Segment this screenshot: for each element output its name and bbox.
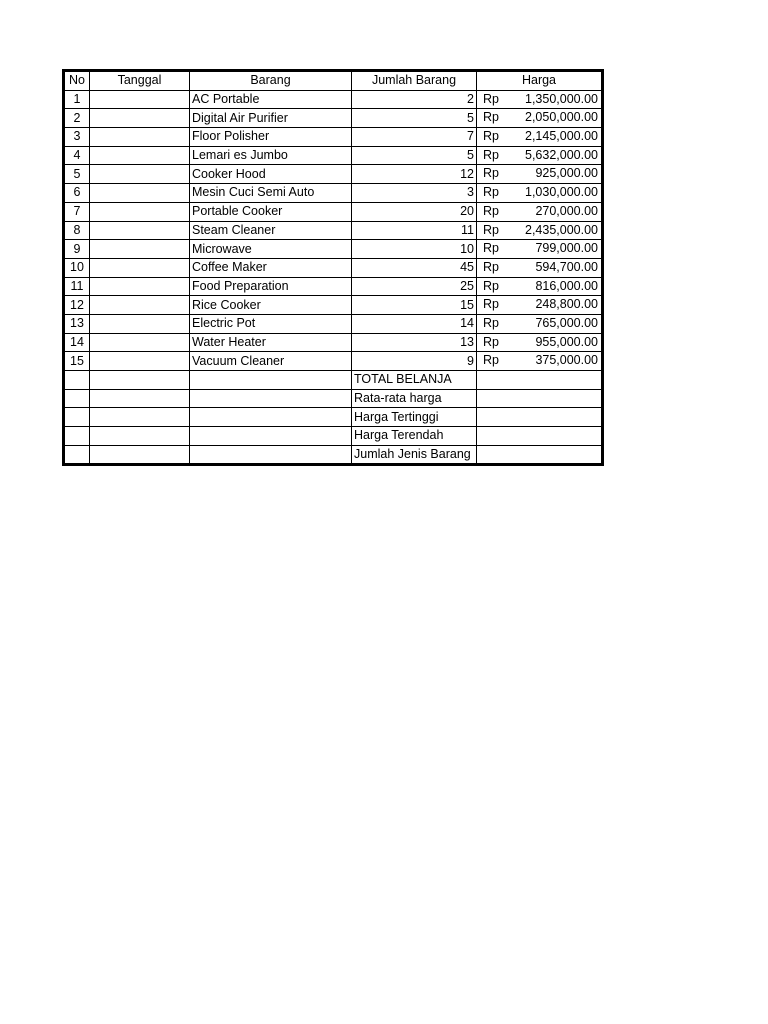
table-row bbox=[64, 240, 603, 259]
cell-barang[interactable]: Cooker Hood bbox=[190, 165, 352, 184]
header-no[interactable]: No bbox=[64, 71, 90, 91]
summary-value[interactable] bbox=[477, 408, 603, 427]
cell-tanggal[interactable] bbox=[90, 427, 190, 446]
cell-tanggal[interactable] bbox=[90, 296, 190, 315]
cell-tanggal[interactable] bbox=[90, 240, 190, 259]
cell-no[interactable] bbox=[64, 389, 90, 408]
cell-barang[interactable]: Water Heater bbox=[190, 333, 352, 352]
cell-harga[interactable] bbox=[477, 277, 603, 296]
cell-tanggal[interactable] bbox=[90, 165, 190, 184]
header-row bbox=[64, 71, 603, 91]
cell-jumlah-barang[interactable]: 25 bbox=[352, 277, 477, 296]
currency-label: Rp bbox=[483, 185, 499, 200]
summary-label[interactable]: TOTAL BELANJA bbox=[352, 371, 477, 390]
summary-label[interactable]: Harga Terendah bbox=[352, 427, 477, 446]
currency-label: Rp bbox=[483, 353, 499, 368]
header-harga[interactable]: Harga bbox=[477, 71, 603, 91]
cell-tanggal[interactable] bbox=[90, 109, 190, 128]
cell-barang[interactable]: Rice Cooker bbox=[190, 296, 352, 315]
cell-harga[interactable] bbox=[477, 352, 603, 371]
cell-harga[interactable] bbox=[477, 314, 603, 333]
cell-no[interactable]: 3 bbox=[64, 128, 90, 147]
table-row bbox=[64, 314, 603, 333]
summary-row bbox=[64, 408, 603, 427]
price-value: 799,000.00 bbox=[535, 241, 598, 256]
cell-jumlah-barang[interactable]: 2 bbox=[352, 90, 477, 109]
cell-barang[interactable]: Vacuum Cleaner bbox=[190, 352, 352, 371]
cell-barang[interactable]: Portable Cooker bbox=[190, 202, 352, 221]
cell-harga[interactable] bbox=[477, 146, 603, 165]
summary-label[interactable]: Harga Tertinggi bbox=[352, 408, 477, 427]
table-row bbox=[64, 258, 603, 277]
price-value: 5,632,000.00 bbox=[525, 147, 598, 162]
price-value: 765,000.00 bbox=[535, 315, 598, 330]
cell-barang[interactable] bbox=[190, 427, 352, 446]
summary-value[interactable] bbox=[477, 445, 603, 465]
cell-no[interactable]: 15 bbox=[64, 352, 90, 371]
cell-jumlah-barang[interactable]: 7 bbox=[352, 128, 477, 147]
cell-harga[interactable] bbox=[477, 221, 603, 240]
cell-tanggal[interactable] bbox=[90, 371, 190, 390]
cell-barang[interactable]: Digital Air Purifier bbox=[190, 109, 352, 128]
cell-barang[interactable]: AC Portable bbox=[190, 90, 352, 109]
table-row bbox=[64, 202, 603, 221]
cell-barang[interactable] bbox=[190, 371, 352, 390]
summary-row bbox=[64, 427, 603, 446]
cell-barang[interactable]: Microwave bbox=[190, 240, 352, 259]
cell-harga[interactable] bbox=[477, 90, 603, 109]
cell-no[interactable]: 14 bbox=[64, 333, 90, 352]
summary-label[interactable]: Jumlah Jenis Barang bbox=[352, 445, 477, 465]
table-row bbox=[64, 109, 603, 128]
header-jumlah-barang[interactable]: Jumlah Barang bbox=[352, 71, 477, 91]
cell-no[interactable]: 5 bbox=[64, 165, 90, 184]
table-row bbox=[64, 221, 603, 240]
currency-label: Rp bbox=[483, 278, 499, 293]
cell-barang[interactable]: Steam Cleaner bbox=[190, 221, 352, 240]
cell-barang[interactable]: Lemari es Jumbo bbox=[190, 146, 352, 165]
table-row bbox=[64, 146, 603, 165]
price-value: 270,000.00 bbox=[535, 203, 598, 218]
currency-label: Rp bbox=[483, 203, 499, 218]
cell-no[interactable]: 1 bbox=[64, 90, 90, 109]
cell-jumlah-barang[interactable]: 14 bbox=[352, 314, 477, 333]
cell-no[interactable]: 8 bbox=[64, 221, 90, 240]
currency-label: Rp bbox=[483, 91, 499, 106]
summary-value[interactable] bbox=[477, 371, 603, 390]
cell-jumlah-barang[interactable]: 11 bbox=[352, 221, 477, 240]
cell-no[interactable]: 12 bbox=[64, 296, 90, 315]
currency-label: Rp bbox=[483, 222, 499, 237]
cell-jumlah-barang[interactable]: 5 bbox=[352, 109, 477, 128]
summary-label[interactable]: Rata-rata harga bbox=[352, 389, 477, 408]
cell-no[interactable]: 2 bbox=[64, 109, 90, 128]
shopping-table bbox=[62, 69, 604, 466]
item-rows bbox=[64, 90, 603, 370]
cell-jumlah-barang[interactable]: 12 bbox=[352, 165, 477, 184]
cell-jumlah-barang[interactable]: 9 bbox=[352, 352, 477, 371]
table-row bbox=[64, 296, 603, 315]
table-row bbox=[64, 184, 603, 203]
cell-tanggal[interactable] bbox=[90, 389, 190, 408]
cell-no[interactable] bbox=[64, 371, 90, 390]
cell-harga[interactable] bbox=[477, 240, 603, 259]
table-row bbox=[64, 333, 603, 352]
cell-barang[interactable] bbox=[190, 445, 352, 465]
price-value: 375,000.00 bbox=[535, 353, 598, 368]
price-value: 2,145,000.00 bbox=[525, 129, 598, 144]
cell-barang[interactable]: Floor Polisher bbox=[190, 128, 352, 147]
currency-label: Rp bbox=[483, 166, 499, 181]
cell-jumlah-barang[interactable]: 5 bbox=[352, 146, 477, 165]
cell-no[interactable]: 9 bbox=[64, 240, 90, 259]
price-value: 1,030,000.00 bbox=[525, 185, 598, 200]
currency-label: Rp bbox=[483, 129, 499, 144]
currency-label: Rp bbox=[483, 334, 499, 349]
cell-jumlah-barang[interactable]: 20 bbox=[352, 202, 477, 221]
cell-jumlah-barang[interactable]: 13 bbox=[352, 333, 477, 352]
cell-no[interactable]: 11 bbox=[64, 277, 90, 296]
price-value: 955,000.00 bbox=[535, 334, 598, 349]
currency-label: Rp bbox=[483, 259, 499, 274]
summary-value[interactable] bbox=[477, 427, 603, 446]
cell-tanggal[interactable] bbox=[90, 202, 190, 221]
summary-value[interactable] bbox=[477, 389, 603, 408]
currency-label: Rp bbox=[483, 297, 499, 312]
price-value: 248,800.00 bbox=[535, 297, 598, 312]
cell-tanggal[interactable] bbox=[90, 277, 190, 296]
cell-tanggal[interactable] bbox=[90, 352, 190, 371]
cell-jumlah-barang[interactable]: 10 bbox=[352, 240, 477, 259]
header-tanggal[interactable]: Tanggal bbox=[90, 71, 190, 91]
cell-barang[interactable]: Coffee Maker bbox=[190, 258, 352, 277]
table-row bbox=[64, 165, 603, 184]
cell-tanggal[interactable] bbox=[90, 90, 190, 109]
cell-harga[interactable] bbox=[477, 258, 603, 277]
cell-harga[interactable] bbox=[477, 165, 603, 184]
summary-row bbox=[64, 445, 603, 465]
cell-harga[interactable] bbox=[477, 128, 603, 147]
price-value: 925,000.00 bbox=[535, 166, 598, 181]
cell-tanggal[interactable] bbox=[90, 128, 190, 147]
cell-tanggal[interactable] bbox=[90, 445, 190, 465]
currency-label: Rp bbox=[483, 110, 499, 125]
cell-barang[interactable]: Mesin Cuci Semi Auto bbox=[190, 184, 352, 203]
cell-no[interactable]: 13 bbox=[64, 314, 90, 333]
cell-harga[interactable] bbox=[477, 296, 603, 315]
cell-no[interactable] bbox=[64, 427, 90, 446]
currency-label: Rp bbox=[483, 241, 499, 256]
cell-jumlah-barang[interactable]: 15 bbox=[352, 296, 477, 315]
cell-no[interactable]: 4 bbox=[64, 146, 90, 165]
cell-harga[interactable] bbox=[477, 202, 603, 221]
table-row bbox=[64, 90, 603, 109]
cell-no[interactable]: 6 bbox=[64, 184, 90, 203]
cell-tanggal[interactable] bbox=[90, 146, 190, 165]
price-value: 816,000.00 bbox=[535, 278, 598, 293]
cell-barang[interactable] bbox=[190, 408, 352, 427]
price-value: 2,050,000.00 bbox=[525, 110, 598, 125]
summary-row bbox=[64, 371, 603, 390]
price-value: 1,350,000.00 bbox=[525, 91, 598, 106]
header-barang[interactable]: Barang bbox=[190, 71, 352, 91]
cell-tanggal[interactable] bbox=[90, 408, 190, 427]
table-row bbox=[64, 352, 603, 371]
cell-harga[interactable] bbox=[477, 184, 603, 203]
cell-no[interactable]: 7 bbox=[64, 202, 90, 221]
cell-jumlah-barang[interactable]: 3 bbox=[352, 184, 477, 203]
summary-row bbox=[64, 389, 603, 408]
cell-barang[interactable]: Electric Pot bbox=[190, 314, 352, 333]
price-value: 594,700.00 bbox=[535, 259, 598, 274]
cell-barang[interactable] bbox=[190, 389, 352, 408]
cell-tanggal[interactable] bbox=[90, 314, 190, 333]
currency-label: Rp bbox=[483, 147, 499, 162]
cell-no[interactable] bbox=[64, 408, 90, 427]
cell-tanggal[interactable] bbox=[90, 258, 190, 277]
cell-tanggal[interactable] bbox=[90, 333, 190, 352]
price-value: 2,435,000.00 bbox=[525, 222, 598, 237]
cell-harga[interactable] bbox=[477, 333, 603, 352]
cell-tanggal[interactable] bbox=[90, 221, 190, 240]
currency-label: Rp bbox=[483, 315, 499, 330]
cell-harga[interactable] bbox=[477, 109, 603, 128]
summary-rows bbox=[64, 371, 603, 465]
cell-jumlah-barang[interactable]: 45 bbox=[352, 258, 477, 277]
cell-barang[interactable]: Food Preparation bbox=[190, 277, 352, 296]
cell-no[interactable] bbox=[64, 445, 90, 465]
table-row bbox=[64, 277, 603, 296]
cell-no[interactable]: 10 bbox=[64, 258, 90, 277]
cell-tanggal[interactable] bbox=[90, 184, 190, 203]
table-row bbox=[64, 128, 603, 147]
